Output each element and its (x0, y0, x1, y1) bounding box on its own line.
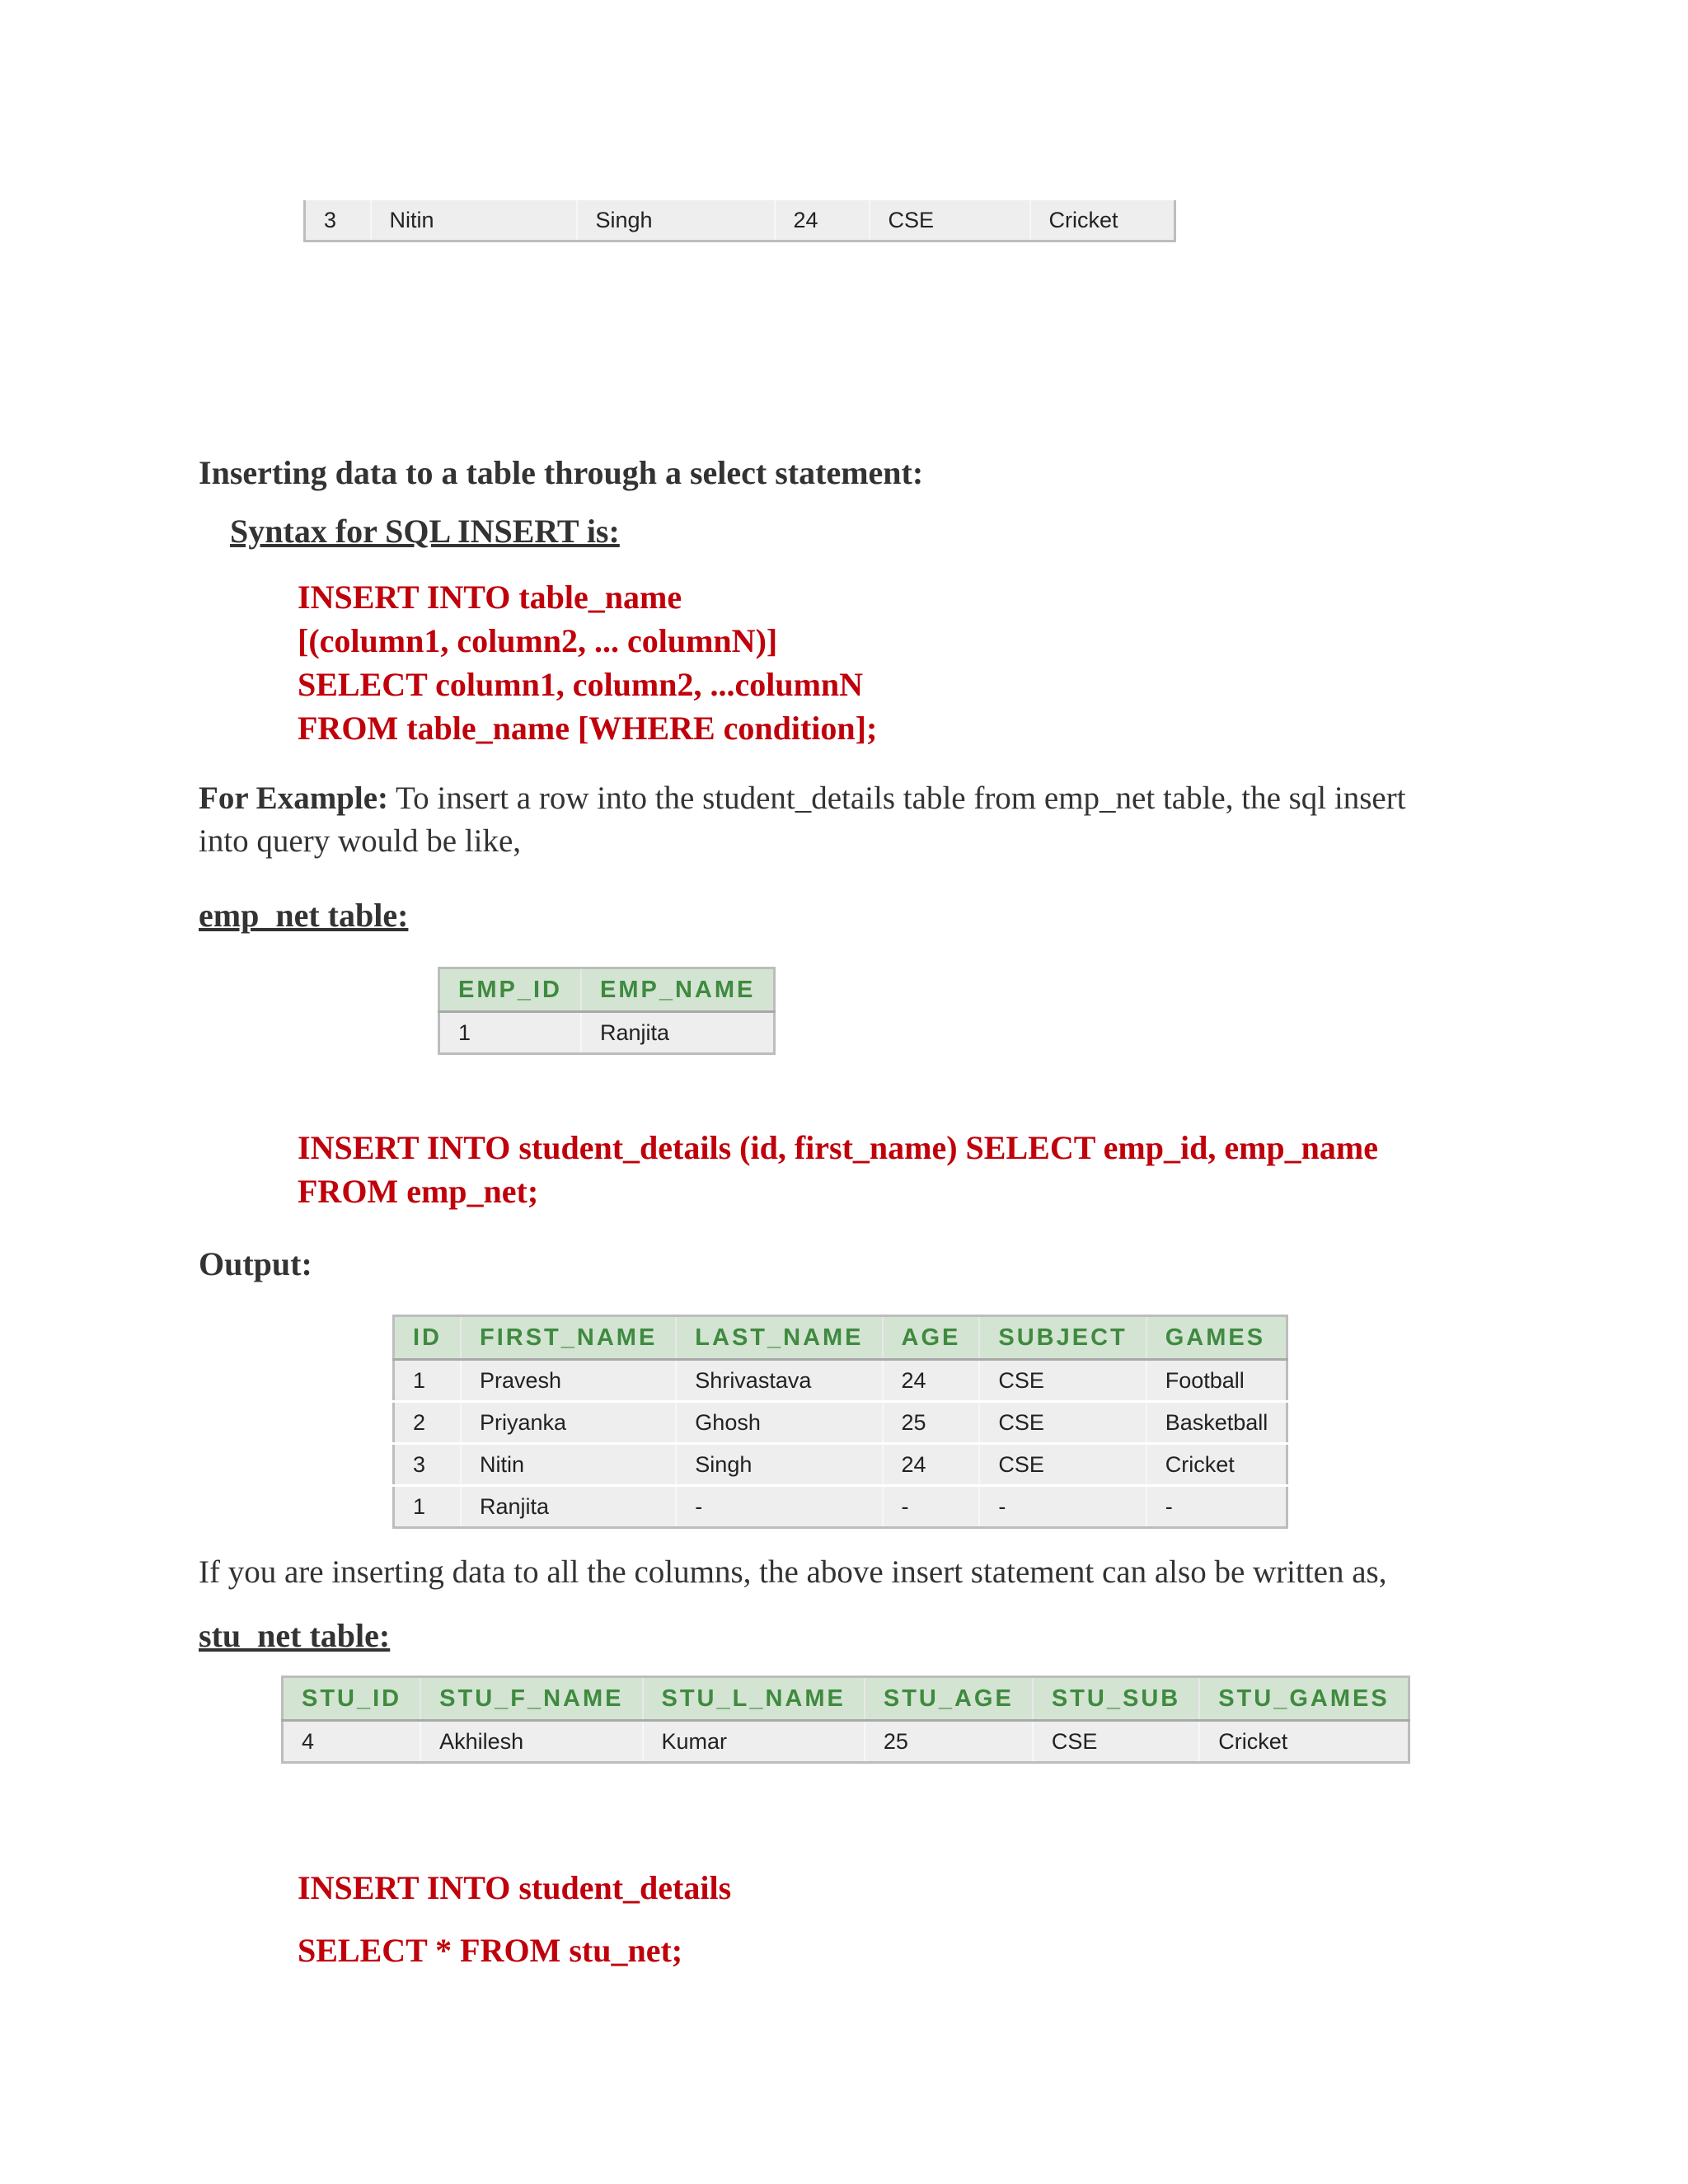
top-table (303, 198, 1176, 242)
table-cell: Akhilesh (420, 1721, 642, 1763)
table-cell: CSE (979, 1360, 1146, 1402)
syntax-heading: Syntax for SQL INSERT is: (230, 513, 620, 550)
column-header: ID (394, 1316, 462, 1360)
column-header: STU_L_NAME (643, 1677, 865, 1721)
table-cell: 1 (394, 1486, 462, 1528)
table-cell: - (883, 1486, 980, 1528)
example-label: For Example: (199, 780, 389, 816)
column-header: GAMES (1146, 1316, 1287, 1360)
table-cell: Priyanka (461, 1402, 676, 1444)
example-paragraph (199, 777, 1550, 863)
table-cell: 25 (883, 1402, 980, 1444)
table-cell: CSE (979, 1444, 1146, 1486)
final-query-line-2: SELECT * FROM stu_net; (298, 1932, 683, 1969)
table-row (394, 1444, 1287, 1486)
table-cell: 24 (775, 199, 870, 241)
table-row (394, 1486, 1287, 1528)
emp-net-heading: emp_net table: (199, 897, 409, 934)
table-cell: Kumar (643, 1721, 865, 1763)
insert-query-block (298, 1126, 1378, 1213)
section-heading: Inserting data to a table through a select statement: (199, 454, 924, 491)
table-cell: CSE (870, 199, 1030, 241)
example-text: To insert a row into the student_details table from emp_net table, the sql insert (388, 780, 1406, 816)
table-cell: CSE (979, 1402, 1146, 1444)
table-cell: Nitin (461, 1444, 676, 1486)
table-cell: 24 (883, 1360, 980, 1402)
code-line: [(column1, column2, ... columnN)] (298, 622, 778, 659)
column-header: STU_AGE (865, 1677, 1033, 1721)
column-header: AGE (883, 1316, 980, 1360)
table-cell: - (676, 1486, 882, 1528)
table-cell: 1 (439, 1012, 581, 1054)
table-header-row (394, 1316, 1287, 1360)
output-table (392, 1315, 1288, 1529)
column-header: EMP_NAME (581, 968, 775, 1012)
output-heading: Output: (199, 1245, 312, 1282)
table-cell: 3 (305, 199, 371, 241)
example-text-line2: into query would be like, (199, 823, 522, 859)
table-row (305, 199, 1175, 241)
column-header: STU_ID (283, 1677, 421, 1721)
column-header: EMP_ID (439, 968, 581, 1012)
table-row (439, 1012, 775, 1054)
syntax-code-block (298, 575, 877, 750)
code-line: SELECT column1, column2, ...columnN (298, 666, 864, 703)
table-header-row (439, 968, 775, 1012)
table-cell: 1 (394, 1360, 462, 1402)
table-cell: Ghosh (676, 1402, 882, 1444)
table-header-row (283, 1677, 1409, 1721)
final-query-line-1: INSERT INTO student_details (298, 1869, 732, 1906)
table-cell: Ranjita (461, 1486, 676, 1528)
code-line: FROM table_name [WHERE condition]; (298, 710, 878, 747)
code-line: INSERT INTO table_name (298, 579, 682, 616)
column-header: FIRST_NAME (461, 1316, 676, 1360)
table-cell: Cricket (1199, 1721, 1409, 1763)
table-cell: Singh (676, 1444, 882, 1486)
table-cell: Ranjita (581, 1012, 775, 1054)
stu-net-heading: stu_net table: (199, 1617, 391, 1654)
table-cell: Pravesh (461, 1360, 676, 1402)
table-cell: Singh (577, 199, 775, 241)
table-cell: Football (1146, 1360, 1287, 1402)
emp-net-table (438, 967, 776, 1055)
table-row (283, 1721, 1409, 1763)
table-row (394, 1402, 1287, 1444)
table-cell: 24 (883, 1444, 980, 1486)
column-header: LAST_NAME (676, 1316, 882, 1360)
table-cell: Shrivastava (676, 1360, 882, 1402)
table-cell: - (979, 1486, 1146, 1528)
table-cell: Basketball (1146, 1402, 1287, 1444)
all-columns-paragraph: If you are inserting data to all the columns, the above insert statement can also be written as, (199, 1554, 1387, 1590)
code-line: FROM emp_net; (298, 1173, 539, 1210)
column-header: STU_GAMES (1199, 1677, 1409, 1721)
table-cell: 25 (865, 1721, 1033, 1763)
table-cell: Cricket (1030, 199, 1175, 241)
column-header: STU_F_NAME (420, 1677, 642, 1721)
code-line: INSERT INTO student_details (id, first_name) SELECT emp_id, emp_name (298, 1129, 1378, 1166)
stu-net-table (281, 1675, 1410, 1764)
table-cell: 2 (394, 1402, 462, 1444)
table-cell: Cricket (1146, 1444, 1287, 1486)
table-cell: Nitin (371, 199, 577, 241)
table-cell: 4 (283, 1721, 421, 1763)
table-cell: - (1146, 1486, 1287, 1528)
column-header: SUBJECT (979, 1316, 1146, 1360)
column-header: STU_SUB (1033, 1677, 1199, 1721)
table-row (394, 1360, 1287, 1402)
table-cell: CSE (1033, 1721, 1199, 1763)
table-cell: 3 (394, 1444, 462, 1486)
